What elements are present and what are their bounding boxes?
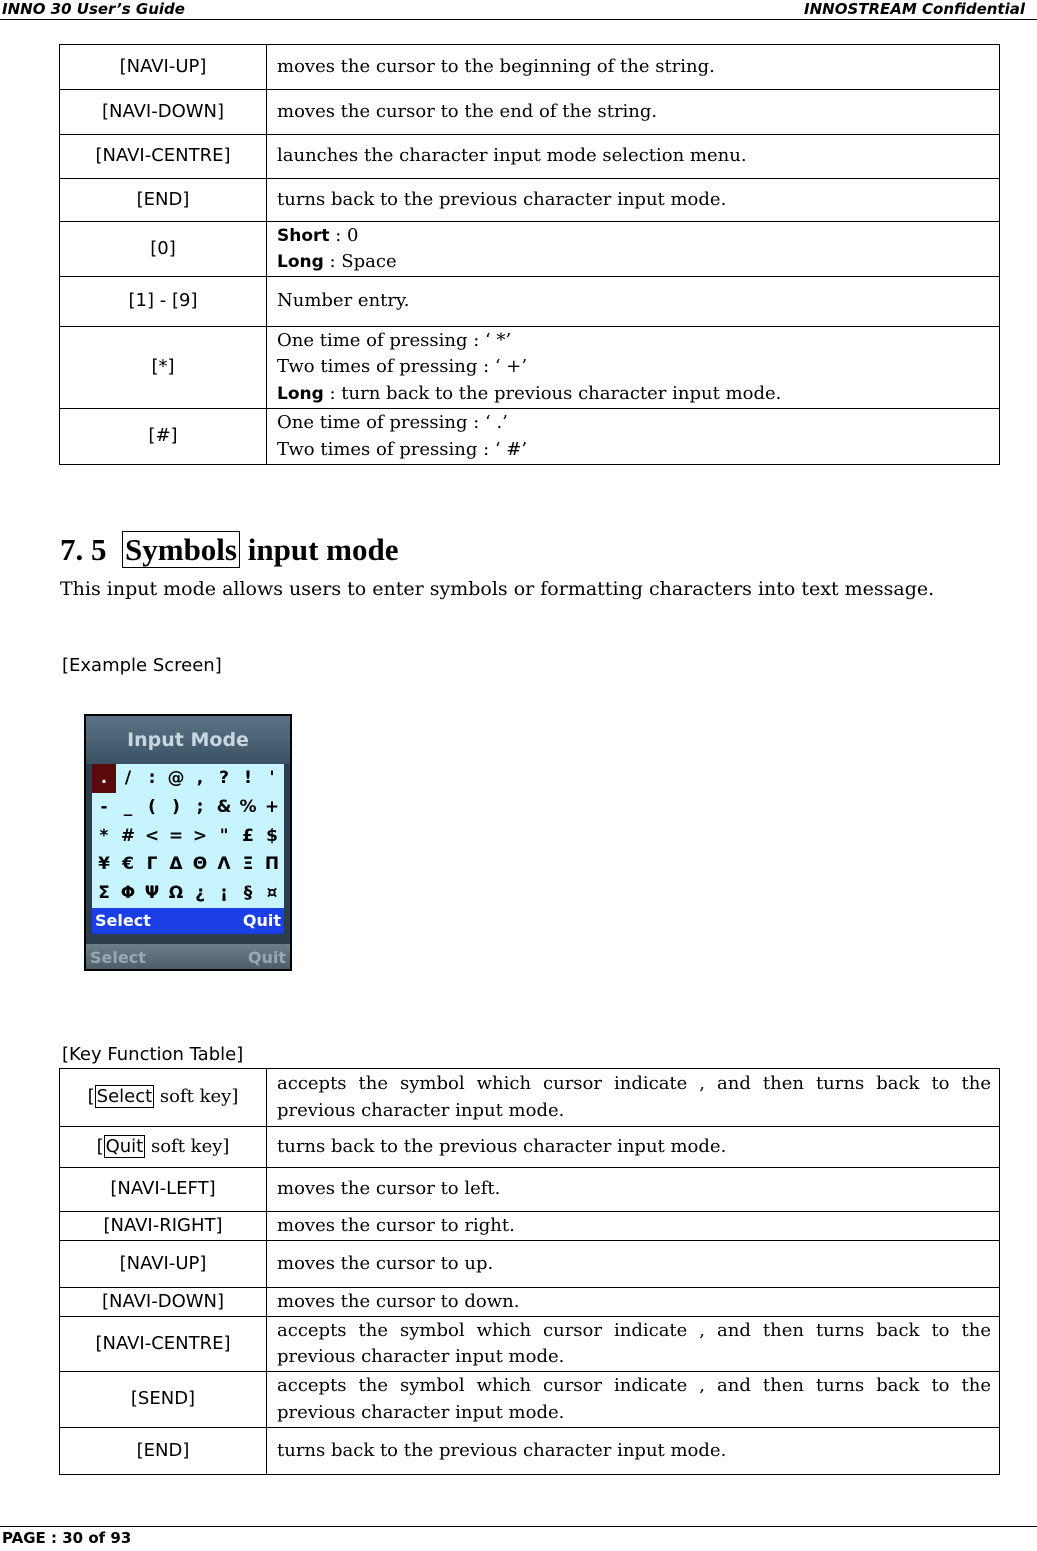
symbol-cell[interactable]: < <box>144 825 160 846</box>
desc-line: One time of pressing : ‘ *’ <box>277 330 512 352</box>
key-function-table <box>59 1068 1000 1475</box>
key-cell: [END] <box>60 1428 267 1475</box>
symbol-cell[interactable]: Ξ <box>242 854 254 875</box>
short-label: Short <box>277 225 330 246</box>
symbol-cell[interactable]: ¡ <box>220 883 228 904</box>
key-cell: [END] <box>60 179 267 222</box>
symbol-cell[interactable]: = <box>168 825 184 846</box>
key-cell: [NAVI-CENTRE] <box>60 135 267 179</box>
key-table-previous <box>59 44 1000 465</box>
table-row <box>60 222 1000 277</box>
desc-cell: moves the cursor to left. <box>267 1168 1000 1212</box>
quit-key-rest: soft key] <box>145 1135 230 1157</box>
intro-paragraph: This input mode allows users to enter symbols or formatting characters into text message. <box>60 578 935 600</box>
desc-cell <box>267 327 1000 409</box>
symbol-cell[interactable]: % <box>239 796 257 817</box>
symbol-cell[interactable]: * <box>99 825 109 846</box>
select-key-rest: soft key] <box>154 1086 239 1108</box>
desc-line: Two times of pressing : ‘ #’ <box>277 438 528 460</box>
symbol-cell[interactable]: # <box>120 825 136 846</box>
desc-cell: turns back to the previous character input mode. <box>267 1127 1000 1168</box>
long-text: : turn back to the previous character input mode. <box>323 382 782 404</box>
desc-cell: turns back to the previous character input mode. <box>267 1428 1000 1475</box>
table-row <box>60 179 1000 222</box>
example-caption: [Example Screen] <box>62 655 222 676</box>
symbol-cell[interactable]: & <box>216 796 232 817</box>
table-row <box>60 135 1000 179</box>
desc-cell <box>267 222 1000 277</box>
page-footer <box>0 1526 1037 1551</box>
symbol-cell[interactable]: Π <box>264 854 280 875</box>
section-heading <box>60 532 398 568</box>
symbol-cell[interactable]: Γ <box>146 854 158 875</box>
symbol-cell[interactable]: _ <box>123 796 133 817</box>
desc-cell: moves the cursor to up. <box>267 1241 1000 1288</box>
symbol-cell[interactable]: £ <box>242 825 254 846</box>
symbol-cell[interactable]: ( <box>148 796 156 817</box>
key-cell: [NAVI-UP] <box>60 1241 267 1288</box>
bottom-quit: Quit <box>247 948 286 967</box>
key-cell: [NAVI-DOWN] <box>60 1288 267 1317</box>
symbol-cell[interactable]: ¤ <box>266 883 278 904</box>
key-table-caption: [Key Function Table] <box>62 1044 244 1065</box>
symbol-cell[interactable]: ) <box>172 796 180 817</box>
table-row <box>60 1428 1000 1475</box>
key-cell: [ Quit soft key] <box>60 1127 267 1168</box>
key-cell: [1] - [9] <box>60 277 267 327</box>
quit-key-label: Quit <box>105 1135 144 1157</box>
symbol-cell[interactable]: Λ <box>217 854 231 875</box>
desc-line: One time of pressing : ‘ .’ <box>277 412 508 434</box>
symbol-cell[interactable]: , <box>196 768 204 788</box>
section-title-boxed: Symbols <box>122 531 240 568</box>
symbol-cell[interactable]: $ <box>266 825 278 846</box>
table-row <box>60 1317 1000 1372</box>
key-cell: [NAVI-UP] <box>60 45 267 90</box>
symbol-cell[interactable]: > <box>192 825 208 846</box>
symbol-cell[interactable]: ' <box>269 768 275 788</box>
desc-cell: moves the cursor to right. <box>267 1212 1000 1241</box>
page-number: PAGE : 30 of 93 <box>2 1529 132 1547</box>
header-left: INNO 30 User’s Guide <box>2 0 185 18</box>
table-row <box>60 90 1000 135</box>
symbol-cell[interactable]: ? <box>219 768 229 788</box>
table-row <box>60 1127 1000 1168</box>
symbol-cell[interactable]: Ω <box>168 883 184 904</box>
symbol-cell[interactable]: Θ <box>192 854 208 875</box>
desc-line <box>277 249 991 275</box>
symbol-cell[interactable]: " <box>219 825 229 846</box>
desc-cell: accepts the symbol which cursor indicate , and then turns back to the previous character input mode. <box>267 1317 1000 1372</box>
desc-cell <box>267 409 1000 465</box>
table-row <box>60 327 1000 409</box>
desc-cell: moves the cursor to down. <box>267 1288 1000 1317</box>
symbol-cell[interactable]: € <box>122 854 134 875</box>
long-label: Long <box>277 252 324 272</box>
key-cell: [NAVI-LEFT] <box>60 1168 267 1212</box>
key-cell: [SEND] <box>60 1372 267 1428</box>
desc-cell: launches the character input mode selection menu. <box>267 135 1000 179</box>
table-row <box>60 409 1000 465</box>
symbol-cell[interactable]: ¿ <box>195 883 205 904</box>
desc-cell: accepts the symbol which cursor indicate , and then turns back to the previous character input mode. <box>267 1372 1000 1428</box>
key-cell: [#] <box>60 409 267 465</box>
short-text: : 0 <box>329 224 359 246</box>
symbol-cell[interactable]: : <box>148 768 156 788</box>
phone-softkey-bar <box>92 908 284 934</box>
key-cell: [ Select soft key] <box>60 1069 267 1127</box>
bottom-select: Select <box>90 948 146 967</box>
desc-cell: accepts the symbol which cursor indicate , and then turns back to the previous character input mode. <box>267 1069 1000 1127</box>
softkey-select[interactable]: Select <box>95 911 151 930</box>
symbol-cell[interactable]: Φ <box>120 883 136 904</box>
desc-cell: moves the cursor to the beginning of the string. <box>267 45 1000 90</box>
symbol-grid <box>92 764 284 908</box>
phone-bottom-bar <box>86 944 290 971</box>
phone-title: Input Mode <box>86 716 290 764</box>
desc-cell: moves the cursor to the end of the string. <box>267 90 1000 135</box>
section-title-rest: input mode <box>239 532 399 567</box>
key-cell: [*] <box>60 327 267 409</box>
table-row <box>60 45 1000 90</box>
header-right: INNOSTREAM Confidential <box>804 0 1025 18</box>
table-row <box>60 1288 1000 1317</box>
key-cell: [NAVI-CENTRE] <box>60 1317 267 1372</box>
symbol-cell[interactable]: @ <box>167 768 185 788</box>
symbol-cell[interactable]: Σ <box>98 883 110 904</box>
symbol-cell[interactable]: + <box>264 796 280 817</box>
table-row <box>60 1212 1000 1241</box>
key-cell: [0] <box>60 222 267 277</box>
table-row <box>60 1069 1000 1127</box>
symbol-cell[interactable]: Δ <box>169 854 183 875</box>
key-cell: [NAVI-RIGHT] <box>60 1212 267 1241</box>
table-row <box>60 1168 1000 1212</box>
symbol-cell[interactable]: ; <box>196 796 204 817</box>
desc-line <box>277 381 991 407</box>
long-label: Long <box>277 383 324 404</box>
desc-line: Two times of pressing : ‘ +’ <box>277 356 528 378</box>
symbol-cell[interactable]: - <box>100 796 108 817</box>
key-cell: [NAVI-DOWN] <box>60 90 267 135</box>
table-row <box>60 277 1000 327</box>
symbol-cell[interactable]: Ψ <box>144 883 160 904</box>
symbol-cell[interactable]: ¥ <box>98 854 110 875</box>
page-header <box>0 0 1037 20</box>
symbol-cell[interactable]: ! <box>244 768 252 788</box>
phone-screenshot <box>84 714 292 971</box>
symbol-cell[interactable]: / <box>124 768 132 788</box>
table-row <box>60 1241 1000 1288</box>
symbol-cell[interactable]: . <box>92 764 116 793</box>
section-number: 7. 5 <box>60 532 107 567</box>
desc-line <box>277 223 991 249</box>
desc-cell: turns back to the previous character input mode. <box>267 179 1000 222</box>
symbol-cell[interactable]: § <box>243 883 253 904</box>
softkey-quit[interactable]: Quit <box>242 911 281 930</box>
desc-cell: Number entry. <box>267 277 1000 327</box>
select-key-label: Select <box>96 1086 153 1108</box>
long-text: : Space <box>323 251 397 272</box>
table-row <box>60 1372 1000 1428</box>
